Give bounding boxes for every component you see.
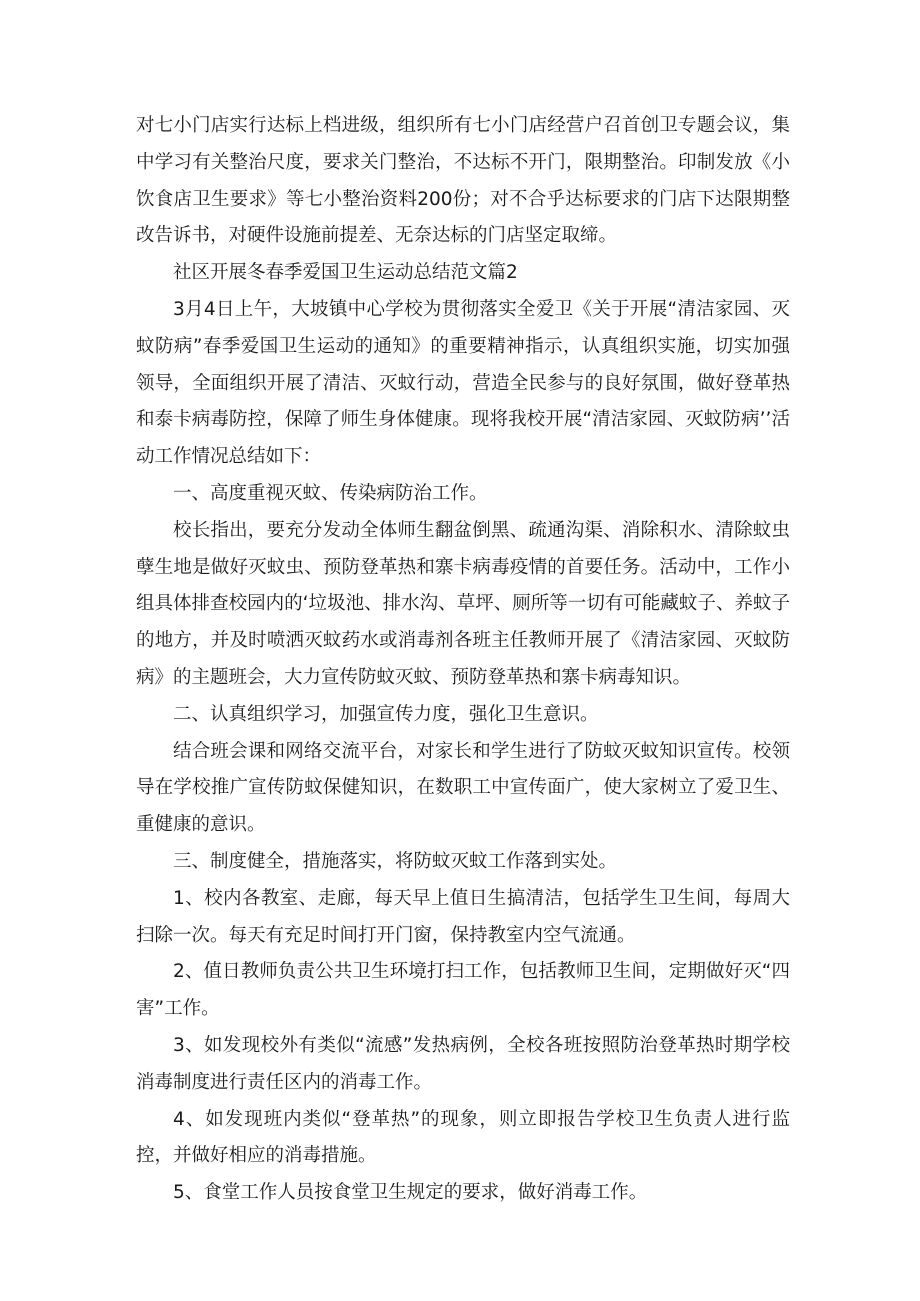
- heading-part-two: 二、认真组织学习，加强宣传力度，强化卫生意识。: [173, 703, 599, 725]
- heading-part-one: 一、高度重视灭蚊、传染病防治工作。: [173, 482, 488, 504]
- paragraph-part-one: 校长指出，要充分发动全体师生翻盆倒黑、疏通沟渠、消除积水、清除蚊虫孽生地是做好灭蚊虫、预防登革热和寨卡病毒疫情的首要任务。活动中，工作小组具体排查校园内的‘垃圾池、排水沟、草坪、厕所等一切有可能藏蚊子、养蚊子的地方，并及时喷洒灭蚊药水或消毒剂各班主任教师开展了《清洁家园、灭蚊防病》的主题班会，大力宣传防蚊灭蚊、预防登革热和寨卡病毒知识。: [136, 519, 790, 688]
- list-item-5: 5、食堂工作人员按食堂卫生规定的要求，做好消毒工作。: [173, 1182, 648, 1204]
- paragraph-part-two: 结合班会课和网络交流平台，对家长和学生进行了防蚊灭蚊知识宣传。校领导在学校推广宣传防蚊保健知识，在数职工中宣传面广，使大家树立了爱卫生、重健康的意识。: [136, 740, 790, 836]
- paragraph-intro: 3月4日上午，大坡镇中心学校为贯彻落实全爱卫《关于开展“清洁家园、灭蚊防病”春季爱国卫生运动的通知》的重要精神指示，认真组织实施，切实加强领导，全面组织开展了清洁、灭蚊行动，营造全民参与的良好氛围，做好登革热和泰卡病毒防控，保障了师生身体健康。现将我校开展“清洁家园、灭蚊防病’’活动工作情况总结如下：: [136, 298, 790, 468]
- section-heading: 社区开展冬春季爱国卫生运动总结范文篇2: [173, 262, 518, 284]
- document-body: [136, 108, 790, 1212]
- list-item-1: 1、校内各教室、走廊，每天早上值日生搞清洁，包括学生卫生间，每周大扫除一次。每天有充足时间打开门窗，保持教室内空气流通。: [136, 887, 790, 946]
- list-item-2: 2、值日教师负责公共卫生环境打扫工作，包括教师卫生间，定期做好灭“四害”工作。: [136, 961, 790, 1020]
- list-item-3: 3、如发现校外有类似“流感”发热病例，全校各班按照防治登革热时期学校消毒制度进行责任区内的消毒工作。: [136, 1034, 790, 1093]
- heading-part-three: 三、制度健全，措施落实，将防蚊灭蚊工作落到实处。: [173, 850, 618, 872]
- paragraph-continuation: 对七小门店实行达标上档进级，组织所有七小门店经营户召首创卫专题会议，集中学习有关整治尺度，要求关门整治，不达标不开门，限期整治。印制发放《小饮食店卫生要求》等七小整治资料200份；对不合乎达标要求的门店下达限期整改告诉书，对硬件设施前提差、无奈达标的门店坚定取缔。: [136, 115, 790, 247]
- list-item-4: 4、如发现班内类似“登革热”的现象，则立即报告学校卫生负责人进行监控，并做好相应的消毒措施。: [136, 1108, 790, 1167]
